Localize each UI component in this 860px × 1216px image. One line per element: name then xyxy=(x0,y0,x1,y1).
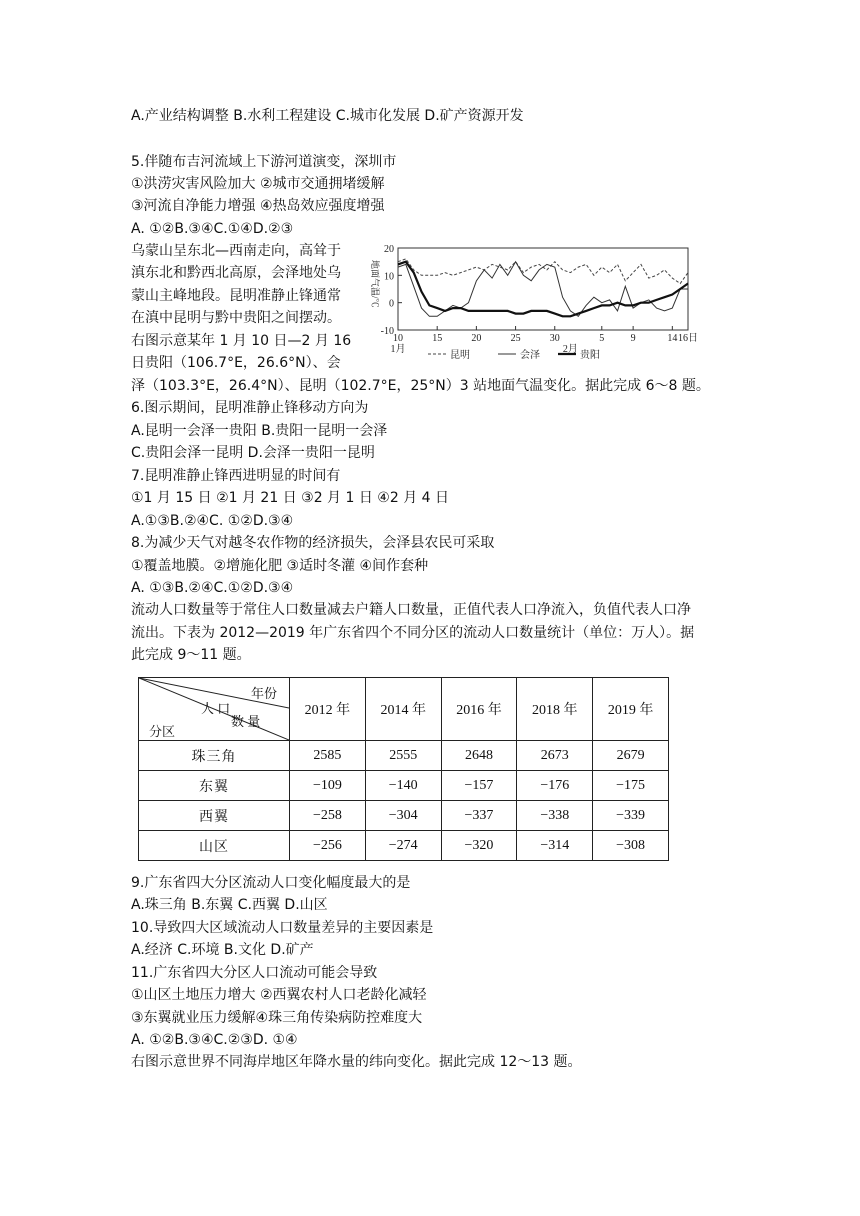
passage6-line-5: 右图示意某年 1 月 10 日—2 月 16 xyxy=(131,333,352,349)
passage6-line-3: 蒙山主峰地段。昆明准静止锋通常 xyxy=(131,288,341,304)
x-tick-label: 20 xyxy=(471,333,482,344)
table-cell: −314 xyxy=(517,831,593,861)
passage6-line-4: 在滇中昆明与黔中贵阳之间摆动。 xyxy=(131,310,341,326)
q7-stem: 7.昆明准静止锋西进明显的时间有 xyxy=(131,468,341,484)
q8-stem: 8.为减少天气对越冬农作物的经济损失，会泽县农民可采取 xyxy=(131,535,495,551)
year-header: 2016 年 xyxy=(441,678,517,741)
q11-stem: 11.广东省四大分区人口流动可能会导致 xyxy=(131,965,378,981)
y-tick-label: -10 xyxy=(380,326,394,337)
q11-items-1: ①山区土地压力增大 ②西翼农村人口老龄化减轻 xyxy=(131,987,427,1003)
legend-label: 会泽 xyxy=(520,350,540,361)
month-label: 1月 xyxy=(390,344,406,355)
x-tick-label: 30 xyxy=(549,333,560,344)
year-header: 2018 年 xyxy=(517,678,593,741)
year-header: 2019 年 xyxy=(593,678,669,741)
region-label: 东翼 xyxy=(139,771,290,801)
header-quantity-label: 数 量 xyxy=(231,714,261,729)
table-cell: −157 xyxy=(441,771,517,801)
plot-frame xyxy=(398,248,688,330)
x-tick-label: 25 xyxy=(510,333,521,344)
passage9-line-3: 此完成 9～11 题。 xyxy=(131,647,251,663)
q9-stem: 9.广东省四大分区流动人口变化幅度最大的是 xyxy=(131,875,411,891)
table-cell: −175 xyxy=(593,771,669,801)
year-header: 2012 年 xyxy=(290,678,366,741)
q4-options: A.产业结构调整 B.水利工程建设 C.城市化发展 D.矿产资源开发 xyxy=(131,108,524,124)
table-cell: −337 xyxy=(441,801,517,831)
q8-options: A. ①③B.②④C.①②D.③④ xyxy=(131,580,294,596)
table-header-row xyxy=(139,678,669,741)
x-tick-label: 15 xyxy=(432,333,443,344)
table-cell: −304 xyxy=(365,801,441,831)
passage6-line-7: 泽（103.3°E，26.4°N）、昆明（102.7°E，25°N）3 站地面气温变化。据此完成 6～8 题。 xyxy=(131,378,710,394)
table-cell: −176 xyxy=(517,771,593,801)
passage6-line-1: 乌蒙山呈东北—西南走向，高耸于 xyxy=(131,243,341,259)
y-axis-label: 地面气温/℃ xyxy=(370,260,380,308)
table-cell: −274 xyxy=(365,831,441,861)
table-row xyxy=(139,801,669,831)
y-tick-label: 10 xyxy=(384,271,394,283)
legend-label: 贵阳 xyxy=(580,350,600,361)
region-label: 珠三角 xyxy=(139,741,290,771)
table-cell: −258 xyxy=(290,801,366,831)
table-cell: 2555 xyxy=(365,741,441,771)
x-tick-label: 9 xyxy=(630,333,636,344)
temperature-chart xyxy=(358,240,698,370)
passage9-line-2: 流出。下表为 2012—2019 年广东省四个不同分区的流动人口数量统计（单位：万人）。据 xyxy=(131,625,695,641)
region-label: 山区 xyxy=(139,831,290,861)
x-tick-label: 16日 xyxy=(678,333,698,344)
header-region-label: 分区 xyxy=(149,724,176,739)
x-tick-label: 14 xyxy=(667,333,678,344)
passage12-line: 右图示意世界不同海岸地区年降水量的纬向变化。据此完成 12～13 题。 xyxy=(131,1054,582,1070)
year-header: 2014 年 xyxy=(365,678,441,741)
passage9-line-1: 流动人口数量等于常住人口数量减去户籍人口数量，正值代表人口净流入，负值代表人口净 xyxy=(131,602,691,618)
table-cell: −339 xyxy=(593,801,669,831)
q8-items: ①覆盖地膜。②增施化肥 ③适时冬灌 ④间作套种 xyxy=(131,558,429,574)
table-cell: −308 xyxy=(593,831,669,861)
table-cell: −338 xyxy=(517,801,593,831)
x-tick-label: 10 xyxy=(393,333,403,344)
q5-items-1: ①洪涝灾害风险加大 ②城市交通拥堵缓解 xyxy=(131,176,385,192)
passage6-line-2: 滇东北和黔西北高原，会泽地处乌 xyxy=(131,265,341,281)
table-cell: 2679 xyxy=(593,741,669,771)
table-row xyxy=(139,771,669,801)
x-tick-label: 5 xyxy=(599,333,605,344)
header-year-label: 年份 xyxy=(251,686,278,701)
region-label: 西翼 xyxy=(139,801,290,831)
header-population-label: 人 口 xyxy=(201,701,231,716)
series-line-0 xyxy=(398,259,688,284)
chart-series xyxy=(398,259,688,316)
q11-options: A. ①②B.③④C.②③D. ①④ xyxy=(131,1032,298,1048)
q5-items-2: ③河流自净能力增强 ④热岛效应强度增强 xyxy=(131,198,385,214)
table-cell: 2585 xyxy=(290,741,366,771)
q5-options: A. ①②B.③④C.①④D.②③ xyxy=(131,221,294,237)
table-row xyxy=(139,831,669,861)
legend-label: 昆明 xyxy=(450,350,470,361)
table-cell: 2648 xyxy=(441,741,517,771)
q5-stem: 5.伴随布吉河流域上下游河道演变，深圳市 xyxy=(131,154,397,170)
q6-options-1: A.昆明一会泽一贵阳 B.贵阳一昆明一会泽 xyxy=(131,423,388,439)
q6-options-2: C.贵阳会泽一昆明 D.会泽一贵阳一昆明 xyxy=(131,445,375,461)
table-cell: −140 xyxy=(365,771,441,801)
table-diagonal-header xyxy=(139,678,290,741)
q7-options: A.①③B.②④C. ①②D.③④ xyxy=(131,513,294,529)
q10-options: A.经济 C.环境 B.文化 D.矿产 xyxy=(131,942,314,958)
population-table xyxy=(138,677,669,861)
table-cell: −256 xyxy=(290,831,366,861)
passage6-line-6: 日贵阳（106.7°E，26.6°N）、会 xyxy=(131,355,341,371)
table-cell: −320 xyxy=(441,831,517,861)
y-tick-label: 0 xyxy=(389,298,394,310)
q11-items-2: ③东翼就业压力缓解④珠三角传染病防控难度大 xyxy=(131,1010,423,1026)
table-row xyxy=(139,741,669,771)
q9-options: A.珠三角 B.东翼 C.西翼 D.山区 xyxy=(131,897,328,913)
month-label: 2月 xyxy=(562,344,578,355)
y-tick-label: 20 xyxy=(384,244,394,255)
q10-stem: 10.导致四大区域流动人口数量差异的主要因素是 xyxy=(131,920,434,936)
table-cell: −109 xyxy=(290,771,366,801)
table-cell: 2673 xyxy=(517,741,593,771)
q7-items: ①1 月 15 日 ②1 月 21 日 ③2 月 1 日 ④2 月 4 日 xyxy=(131,490,450,506)
q6-stem: 6.图示期间，昆明准静止锋移动方向为 xyxy=(131,400,369,416)
